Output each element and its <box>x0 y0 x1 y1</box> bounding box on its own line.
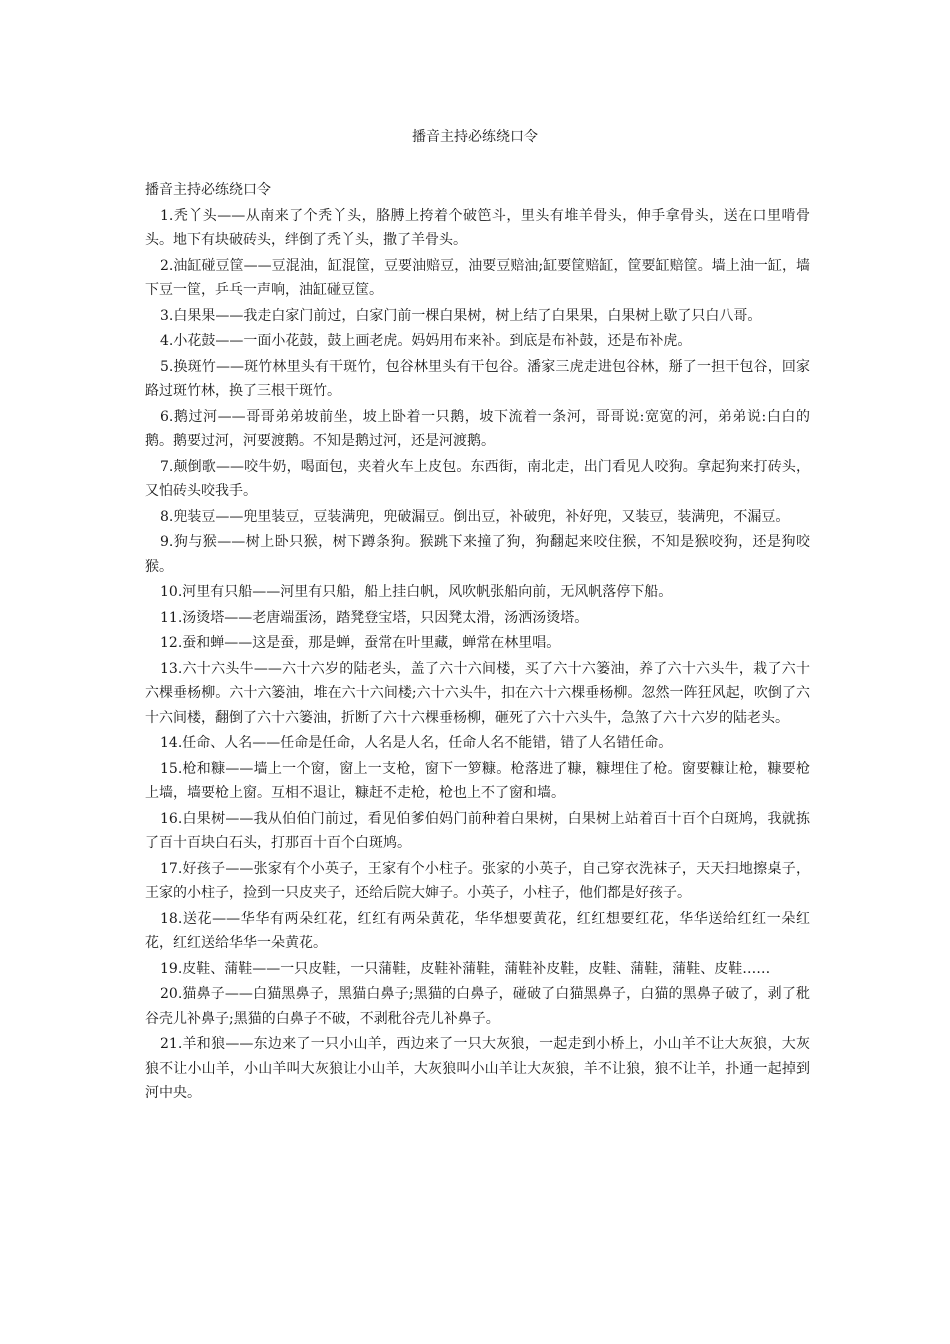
tongue-twister-16: 16.白果树——我从伯伯门前过，看见伯爹伯妈门前种着白果树，白果树上站着百十百个白斑鸠，我就拣了百十百块白石头，打那百十百个白斑鸠。 <box>145 810 810 851</box>
tongue-twister-8: 8.兜装豆——兜里装豆，豆装满兜，兜破漏豆。倒出豆，补破兜，补好兜，又装豆，装满兜，不漏豆。 <box>160 508 790 525</box>
tongue-twister-11: 11.汤烫塔——老唐端蛋汤，踏凳登宝塔，只因凳太滑，汤洒汤烫塔。 <box>160 609 589 626</box>
tongue-twister-12: 12.蚕和蝉——这是蚕，那是蝉，蚕常在叶里藏，蝉常在林里唱。 <box>160 635 561 651</box>
tongue-twister-17: 17.好孩子——张家有个小英子，王家有个小柱子。张家的小英子，自己穿衣洗袜子，天天扫地擦桌子，王家的小柱子，捡到一只皮夹子，还给后院大婶子。小英子，小柱子，他们都是好孩子。 <box>145 860 810 901</box>
tongue-twister-9: 9.狗与猴——树上卧只猴，树下蹲条狗。猴跳下来撞了狗，狗翻起来咬住猴，不知是猴咬狗，还是狗咬猴。 <box>145 534 810 575</box>
tongue-twister-4: 4.小花鼓——一面小花鼓，鼓上画老虎。妈妈用布来补。到底是布补鼓，还是布补虎。 <box>160 333 692 349</box>
document-title: 播音主持必练绕口令 <box>412 129 538 145</box>
document-body <box>145 178 810 1107</box>
tongue-twister-1: 1.秃丫头——从南来了个秃丫头，胳膊上挎着个破笆斗，里头有堆羊骨头，伸手拿骨头，送在口里啃骨头。地下有块破砖头，绊倒了秃丫头，撒了羊骨头。 <box>145 207 810 248</box>
tongue-twister-21: 21.羊和狼——东边来了一只小山羊，西边来了一只大灰狼，一起走到小桥上，小山羊不让大灰狼，大灰狼不让小山羊，小山羊叫大灰狼让小山羊，大灰狼叫小山羊让大灰狼，羊不让狼，狼不让羊，扑通一起掉到河中央。 <box>145 1036 810 1101</box>
tongue-twister-19: 19.皮鞋、蒲鞋——一只皮鞋，一只蒲鞋，皮鞋补蒲鞋，蒲鞋补皮鞋，皮鞋、蒲鞋，蒲鞋、皮鞋…… <box>160 960 771 977</box>
tongue-twister-3: 3.白果果——我走白家门前过，白家门前一棵白果树，树上结了白果果，白果树上歇了只白八哥。 <box>160 307 762 324</box>
tongue-twister-13: 13.六十六头牛——六十六岁的陆老头，盖了六十六间楼，买了六十六篓油，养了六十六头牛，栽了六十六棵垂杨柳。六十六篓油，堆在六十六间楼;六十六头牛，扣在六十六棵垂杨柳。忽然一阵狂风起，吹倒了六十六间楼，翻倒了六十六篓油，折断了六十六棵垂杨柳，砸死了六十六头牛，急煞了六十六岁的陆老头。 <box>145 660 810 726</box>
tongue-twister-10: 10.河里有只船——河里有只船，船上挂白帆，风吹帆张船向前，无风帆落停下船。 <box>160 584 673 600</box>
tongue-twister-14: 14.任命、人名——任命是任命，人名是人名，任命人名不能错，错了人名错任命。 <box>160 735 673 751</box>
tongue-twister-20: 20.猫鼻子——白猫黑鼻子，黑猫白鼻子;黑猫的白鼻子，碰破了白猫黑鼻子，白猫的黑鼻子破了，剥了秕谷壳儿补鼻子;黑猫的白鼻子不破，不剥秕谷壳儿补鼻子。 <box>145 986 810 1027</box>
tongue-twister-2: 2.油缸碰豆筐——豆混油，缸混筐，豆要油赔豆，油要豆赔油;缸要筐赔缸，筐要缸赔筐。墙上油一缸，墙下豆一筐，乒乓一声响，油缸碰豆筐。 <box>145 257 810 298</box>
tongue-twister-5: 5.换斑竹——斑竹林里头有干斑竹，包谷林里头有干包谷。潘家三虎走进包谷林，掰了一担干包谷，回家路过斑竹林，换了三根干斑竹。 <box>145 358 810 399</box>
tongue-twister-6: 6.鹅过河——哥哥弟弟坡前坐，坡上卧着一只鹅，坡下流着一条河，哥哥说:宽宽的河，弟弟说:白白的鹅。鹅要过河，河要渡鹅。不知是鹅过河，还是河渡鹅。 <box>145 408 810 449</box>
tongue-twister-15: 15.枪和糠——墙上一个窗，窗上一支枪，窗下一箩糠。枪落进了糠，糠埋住了枪。窗要糠让枪，糠要枪上墙，墙要枪上窗。互相不退让，糠赶不走枪，枪也上不了窗和墙。 <box>145 760 810 801</box>
tongue-twister-18: 18.送花——华华有两朵红花，红红有两朵黄花，华华想要黄花，红红想要红花，华华送给红红一朵红花，红红送给华华一朵黄花。 <box>145 910 810 951</box>
intro-line: 播音主持必练绕口令 <box>145 182 271 198</box>
tongue-twister-7: 7.颠倒歌——咬牛奶，喝面包，夹着火车上皮包。东西街，南北走，出门看见人咬狗。拿起狗来打砖头，又怕砖头咬我手。 <box>145 458 810 499</box>
